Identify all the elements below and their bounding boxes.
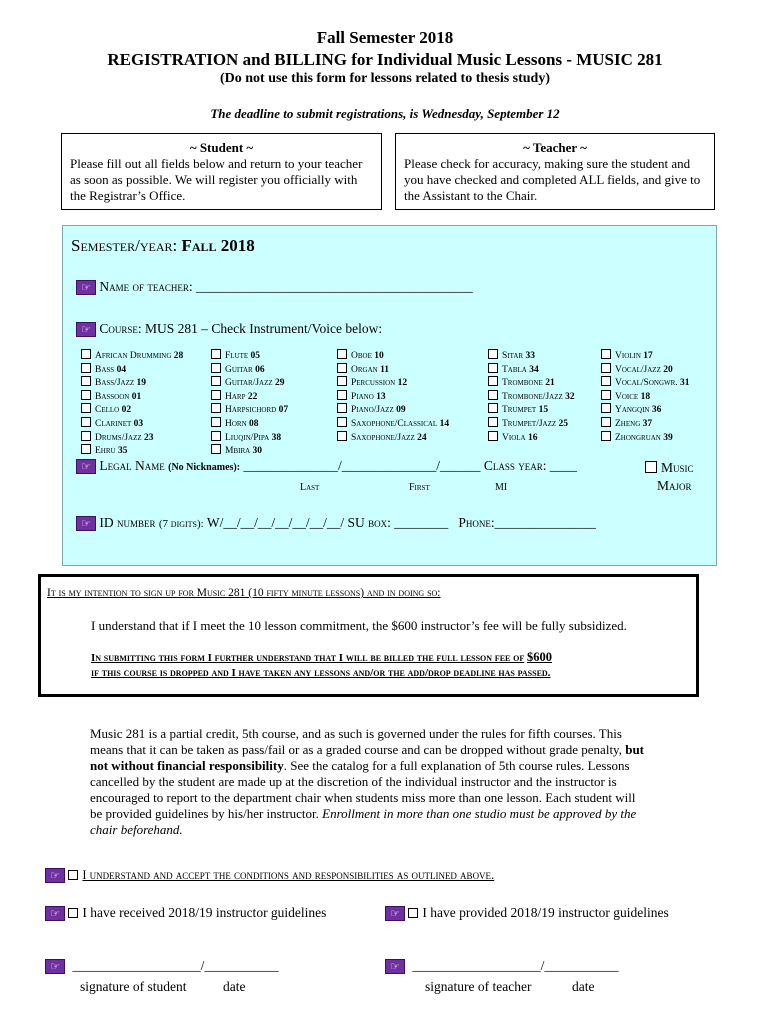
deadline-notice: The deadline to submit registrations, is Wednesday, September 12 bbox=[210, 106, 560, 121]
id-row bbox=[76, 515, 596, 531]
id-field[interactable]: W/__/__/__/__/__/__/__/ bbox=[206, 515, 345, 530]
instrument-option[interactable] bbox=[488, 376, 575, 390]
instrument-checkbox[interactable] bbox=[81, 403, 91, 413]
instrument-number: 29 bbox=[275, 378, 285, 389]
instrument-name: Trumpet/Jazz bbox=[502, 418, 557, 429]
info-part1: Music 281 is a partial credit, 5th course, and as such is governed under the rules for fifth courses. This means that it can be taken as pass/fail or as a graded course and can be dropped without grade penalty, bbox=[90, 726, 622, 757]
instrument-name: Piano/Jazz bbox=[351, 405, 394, 416]
instrument-name: Harpsichord bbox=[225, 405, 277, 416]
id-note: (7 digits): bbox=[158, 518, 204, 530]
instrument-number: 06 bbox=[255, 364, 265, 375]
student-signature-row bbox=[45, 958, 279, 974]
mi-label: MI bbox=[495, 482, 508, 493]
instrument-name: Saxophone/Jazz bbox=[351, 432, 415, 443]
teacher-instructions-box bbox=[395, 133, 715, 210]
teacher-signature-field[interactable]: ___________________/___________ bbox=[412, 958, 619, 973]
provided-checkbox[interactable] bbox=[408, 908, 418, 918]
instrument-checkbox[interactable] bbox=[601, 431, 611, 441]
instrument-number: 34 bbox=[529, 364, 539, 375]
instrument-number: 09 bbox=[396, 405, 406, 416]
instrument-option[interactable] bbox=[601, 349, 690, 363]
student-box-heading: ~ Student ~ bbox=[189, 140, 254, 155]
intention-billing bbox=[91, 650, 552, 681]
instrument-number: 02 bbox=[121, 405, 132, 416]
instrument-name: Saxophone/Classical bbox=[351, 418, 438, 429]
billing-fee: $600 bbox=[526, 650, 552, 664]
provided-row bbox=[385, 905, 669, 921]
teacher-name-row bbox=[76, 279, 473, 295]
instrument-name: Trombone/Jazz bbox=[502, 391, 563, 402]
instrument-name: Oboe bbox=[351, 351, 372, 361]
course-text: MUS 281 – Check Instrument/Voice below: bbox=[145, 321, 383, 336]
instrument-name: Vocal/Jazz bbox=[615, 364, 661, 375]
instrument-name: Trumpet bbox=[502, 405, 537, 416]
instrument-option[interactable] bbox=[81, 417, 183, 431]
instrument-number: 05 bbox=[250, 351, 261, 361]
su-box-label: SU box: bbox=[347, 515, 391, 530]
instrument-column-2 bbox=[211, 349, 288, 458]
instrument-option[interactable] bbox=[211, 417, 288, 431]
instrument-column-5 bbox=[601, 349, 690, 444]
instrument-number: 20 bbox=[663, 364, 673, 375]
instrument-option[interactable] bbox=[81, 349, 183, 363]
instrument-option[interactable] bbox=[81, 390, 183, 404]
music-major-checkbox[interactable] bbox=[645, 460, 694, 476]
instrument-number: 28 bbox=[173, 351, 184, 361]
instrument-option[interactable] bbox=[211, 444, 288, 458]
instrument-name: Trombone bbox=[502, 378, 543, 389]
instrument-checkbox[interactable] bbox=[211, 349, 221, 359]
instrument-option[interactable] bbox=[337, 417, 449, 431]
instrument-option[interactable] bbox=[488, 417, 575, 431]
instrument-name: Vocal/Songwr. bbox=[615, 378, 678, 389]
instrument-checkbox[interactable] bbox=[81, 349, 91, 359]
instrument-option[interactable] bbox=[211, 403, 288, 417]
instrument-option[interactable] bbox=[81, 363, 183, 377]
instrument-number: 39 bbox=[663, 432, 673, 443]
teacher-date-label: date bbox=[572, 979, 595, 994]
instrument-option[interactable] bbox=[81, 444, 183, 458]
instrument-checkbox[interactable] bbox=[81, 417, 91, 427]
instrument-option[interactable] bbox=[488, 349, 575, 363]
instrument-checkbox[interactable] bbox=[81, 444, 91, 454]
instrument-option[interactable] bbox=[337, 403, 449, 417]
instrument-option[interactable] bbox=[601, 376, 690, 390]
info-bold: but not without financial responsibility bbox=[90, 742, 645, 773]
billing-text-b: if this course is dropped and I have taken any lessons and/or the add/drop deadline has passed. bbox=[91, 667, 551, 679]
instrument-name: Bass/Jazz bbox=[95, 378, 135, 389]
instrument-number: 07 bbox=[278, 405, 289, 416]
instrument-number: 37 bbox=[642, 418, 653, 429]
instrument-checkbox[interactable] bbox=[211, 403, 221, 413]
instrument-number: 13 bbox=[376, 391, 386, 402]
instrument-number: 36 bbox=[651, 405, 662, 416]
instrument-checkbox[interactable] bbox=[488, 376, 498, 386]
instrument-checkbox[interactable] bbox=[337, 390, 347, 400]
instrument-option[interactable] bbox=[601, 403, 690, 417]
instrument-option[interactable] bbox=[601, 417, 690, 431]
instrument-checkbox[interactable] bbox=[337, 403, 347, 413]
instrument-number: 16 bbox=[527, 432, 538, 443]
instrument-checkbox[interactable] bbox=[211, 376, 221, 386]
instrument-number: 25 bbox=[558, 418, 569, 429]
student-instructions-box bbox=[61, 133, 382, 210]
instrument-option[interactable] bbox=[337, 431, 449, 445]
title-line2: REGISTRATION and BILLING for Individual Music Lessons - MUSIC 281 bbox=[107, 50, 663, 69]
instrument-number: 15 bbox=[538, 405, 549, 416]
instrument-checkbox[interactable] bbox=[488, 390, 498, 400]
info-italic: Enrollment in more than one studio must be approved by the chair beforehand. bbox=[90, 806, 637, 837]
instrument-option[interactable] bbox=[211, 376, 288, 390]
instrument-checkbox[interactable] bbox=[488, 431, 498, 441]
class-year-label: Class year: bbox=[483, 458, 547, 473]
instrument-checkbox[interactable] bbox=[601, 349, 611, 359]
id-label: ID number bbox=[99, 515, 156, 530]
instrument-name: Ehru bbox=[95, 446, 116, 457]
phone-label: Phone: bbox=[458, 515, 495, 530]
info-paragraph bbox=[90, 726, 650, 838]
instrument-name: Guitar/Jazz bbox=[225, 378, 273, 389]
instrument-option[interactable] bbox=[337, 363, 449, 377]
instrument-option[interactable] bbox=[81, 376, 183, 390]
student-box-text: Please fill out all fields below and return to your teacher as soon as possible. We will register you officially with the Registrar’s Office. bbox=[70, 156, 363, 203]
teacher-box-heading: ~ Teacher ~ bbox=[523, 140, 587, 155]
legal-name-note: (No Nicknames): bbox=[168, 462, 241, 473]
pointing-hand-icon: ☞ bbox=[76, 516, 96, 531]
instrument-name: Bass bbox=[95, 364, 115, 375]
instrument-checkbox[interactable] bbox=[601, 376, 611, 386]
instrument-number: 12 bbox=[397, 378, 408, 389]
pointing-hand-icon: ☞ bbox=[385, 959, 405, 974]
semester-year bbox=[71, 236, 255, 256]
teacher-name-label: Name of teacher: bbox=[99, 279, 193, 294]
instrument-name: Voice bbox=[615, 391, 639, 402]
instrument-checkbox[interactable] bbox=[211, 431, 221, 441]
pointing-hand-icon: ☞ bbox=[45, 959, 65, 974]
instrument-checkbox[interactable] bbox=[601, 403, 611, 413]
phone-field[interactable]: _______________ bbox=[494, 515, 596, 530]
instrument-checkbox[interactable] bbox=[488, 417, 498, 427]
instrument-option[interactable] bbox=[601, 431, 690, 445]
instrument-number: 21 bbox=[545, 378, 555, 389]
instrument-number: 17 bbox=[643, 351, 653, 361]
instrument-name: Mbira bbox=[225, 446, 251, 457]
instrument-option[interactable] bbox=[211, 390, 288, 404]
first-label: First bbox=[409, 482, 430, 493]
info-part2: . See the catalog for a full explanation of 5th course rules. Lessons cancelled by the student are made up at the discretion of the individual instructor and the instructor is encouraged to report to the department chair when students miss more than one lesson. Each student will be provided guidelines by his/her instructor. bbox=[90, 758, 636, 821]
instrument-option[interactable] bbox=[81, 403, 183, 417]
legal-name-field[interactable]: ______________/______________/______ bbox=[243, 458, 481, 473]
instrument-number: 10 bbox=[374, 351, 384, 361]
teacher-name-field[interactable]: _________________________________________ bbox=[196, 279, 473, 294]
instrument-checkbox[interactable] bbox=[211, 390, 221, 400]
last-label: Last bbox=[300, 482, 320, 493]
pointing-hand-icon: ☞ bbox=[45, 868, 65, 883]
legal-name-label: Legal Name bbox=[99, 458, 165, 473]
instrument-number: 33 bbox=[525, 351, 535, 361]
received-row bbox=[45, 905, 326, 921]
intention-line1: I understand that if I meet the 10 lesson commitment, the $600 instructor’s fee will be fully subsidized. bbox=[91, 618, 627, 633]
instrument-checkbox[interactable] bbox=[488, 363, 498, 373]
music-major-box[interactable] bbox=[645, 461, 657, 473]
intention-heading: It is my intention to sign up for Music 281 (10 fifty minute lessons) and in doing so: bbox=[47, 587, 441, 599]
instrument-name: Liuqin/Pipa bbox=[225, 432, 270, 443]
instrument-checkbox[interactable] bbox=[337, 417, 347, 427]
music-major-line2: Major bbox=[657, 478, 692, 493]
teacher-signature-row bbox=[385, 958, 619, 974]
understand-row bbox=[45, 867, 494, 883]
instrument-name: Sitar bbox=[502, 351, 524, 361]
instrument-number: 22 bbox=[247, 391, 258, 402]
instrument-name: Flute bbox=[225, 351, 249, 361]
instrument-checkbox[interactable] bbox=[488, 403, 498, 413]
instrument-number: 03 bbox=[133, 418, 144, 429]
pointing-hand-icon: ☞ bbox=[385, 906, 405, 921]
signature-of-teacher-label: signature of teacher bbox=[425, 979, 532, 994]
instrument-name: Piano bbox=[351, 391, 374, 402]
instrument-name: Viola bbox=[502, 432, 526, 443]
instrument-number: 18 bbox=[640, 391, 651, 402]
instrument-option[interactable] bbox=[337, 349, 449, 363]
instrument-checkbox[interactable] bbox=[337, 376, 347, 386]
instrument-number: 14 bbox=[439, 418, 450, 429]
instrument-checkbox[interactable] bbox=[211, 417, 221, 427]
understand-checkbox[interactable] bbox=[68, 870, 78, 880]
billing-text-a: In submitting this form I further understand that I will be billed the full lesson fee of bbox=[91, 652, 525, 664]
title-line3: (Do not use this form for lessons related to thesis study) bbox=[219, 71, 551, 86]
understand-text: I understand and accept the conditions and responsibilities as outlined above. bbox=[82, 868, 495, 882]
instrument-name: Percussion bbox=[351, 378, 396, 389]
instrument-checkbox[interactable] bbox=[81, 376, 91, 386]
instrument-checkbox[interactable] bbox=[337, 363, 347, 373]
instrument-checkbox[interactable] bbox=[81, 390, 91, 400]
music-major-line1: Music bbox=[661, 460, 694, 475]
instrument-name: Bassoon bbox=[95, 391, 130, 402]
instrument-name: Yangqin bbox=[615, 405, 650, 416]
instrument-number: 11 bbox=[380, 364, 390, 375]
instrument-name: Clarinet bbox=[95, 418, 132, 429]
instrument-option[interactable] bbox=[488, 363, 575, 377]
instrument-number: 31 bbox=[680, 378, 690, 389]
instrument-number: 35 bbox=[117, 446, 128, 457]
instrument-name: African Drumming bbox=[95, 351, 172, 361]
instrument-option[interactable] bbox=[488, 390, 575, 404]
instrument-checkbox[interactable] bbox=[211, 444, 221, 454]
instrument-checkbox[interactable] bbox=[81, 431, 91, 441]
instrument-option[interactable] bbox=[81, 431, 183, 445]
instrument-number: 32 bbox=[565, 391, 575, 402]
instrument-number: 38 bbox=[271, 432, 282, 443]
teacher-box-text: Please check for accuracy, making sure the student and you have checked and completed ALL fields, and give to the Assistant to the Chair. bbox=[404, 156, 701, 203]
instrument-checkbox[interactable] bbox=[337, 349, 347, 359]
instrument-name: Violin bbox=[615, 351, 641, 361]
instrument-checkbox[interactable] bbox=[488, 349, 498, 359]
legal-name-row bbox=[76, 458, 577, 474]
student-signature-field[interactable]: ___________________/___________ bbox=[72, 958, 279, 973]
instrument-column-3 bbox=[337, 349, 449, 444]
instrument-checkbox[interactable] bbox=[81, 363, 91, 373]
pointing-hand-icon: ☞ bbox=[45, 906, 65, 921]
signature-of-student-label: signature of student bbox=[80, 979, 187, 994]
semester-label: Semester/year: bbox=[71, 236, 178, 255]
instrument-checkbox[interactable] bbox=[211, 363, 221, 373]
title-line1: Fall Semester 2018 bbox=[316, 28, 454, 47]
instrument-name: Tabla bbox=[502, 364, 527, 375]
provided-text: I have provided 2018/19 instructor guidelines bbox=[422, 905, 669, 920]
instrument-name: Zheng bbox=[615, 418, 641, 429]
instrument-option[interactable] bbox=[211, 431, 288, 445]
instrument-checkbox[interactable] bbox=[601, 417, 611, 427]
instrument-number: 01 bbox=[131, 391, 142, 402]
intention-box bbox=[38, 574, 699, 697]
instrument-option[interactable] bbox=[601, 363, 690, 377]
pointing-hand-icon: ☞ bbox=[76, 459, 96, 474]
instrument-name: Harp bbox=[225, 391, 246, 402]
instrument-number: 23 bbox=[144, 432, 154, 443]
class-year-field[interactable]: ____ bbox=[549, 458, 577, 473]
instrument-number: 30 bbox=[252, 446, 263, 457]
instrument-option[interactable] bbox=[601, 390, 690, 404]
student-date-label: date bbox=[223, 979, 246, 994]
instrument-name: Zhongruan bbox=[615, 432, 661, 443]
instrument-checkbox[interactable] bbox=[337, 431, 347, 441]
received-text: I have received 2018/19 instructor guidelines bbox=[82, 905, 327, 920]
pointing-hand-icon: ☞ bbox=[76, 322, 96, 337]
received-checkbox[interactable] bbox=[68, 908, 78, 918]
instrument-number: 19 bbox=[136, 378, 146, 389]
instrument-number: 08 bbox=[249, 418, 259, 429]
instrument-number: 24 bbox=[417, 432, 427, 443]
instrument-name: Guitar bbox=[225, 364, 253, 375]
instrument-name: Organ bbox=[351, 364, 378, 375]
course-label: Course: bbox=[99, 321, 142, 336]
course-row bbox=[76, 321, 382, 337]
instrument-number: 04 bbox=[116, 364, 127, 375]
semester-value: Fall 2018 bbox=[181, 236, 255, 255]
instrument-name: Horn bbox=[225, 418, 247, 429]
instrument-column-4 bbox=[488, 349, 575, 444]
instrument-checkbox[interactable] bbox=[601, 363, 611, 373]
pointing-hand-icon: ☞ bbox=[76, 280, 96, 295]
registration-panel bbox=[62, 225, 717, 566]
instrument-option[interactable] bbox=[337, 390, 449, 404]
su-box-field[interactable]: ________ bbox=[394, 515, 449, 530]
instrument-name: Cello bbox=[95, 405, 120, 416]
instrument-column-1 bbox=[81, 349, 183, 458]
instrument-option[interactable] bbox=[488, 403, 575, 417]
instrument-checkbox[interactable] bbox=[601, 390, 611, 400]
instrument-option[interactable] bbox=[211, 349, 288, 363]
instrument-option[interactable] bbox=[211, 363, 288, 377]
instrument-option[interactable] bbox=[488, 431, 575, 445]
instrument-option[interactable] bbox=[337, 376, 449, 390]
instrument-name: Drums/Jazz bbox=[95, 432, 142, 443]
